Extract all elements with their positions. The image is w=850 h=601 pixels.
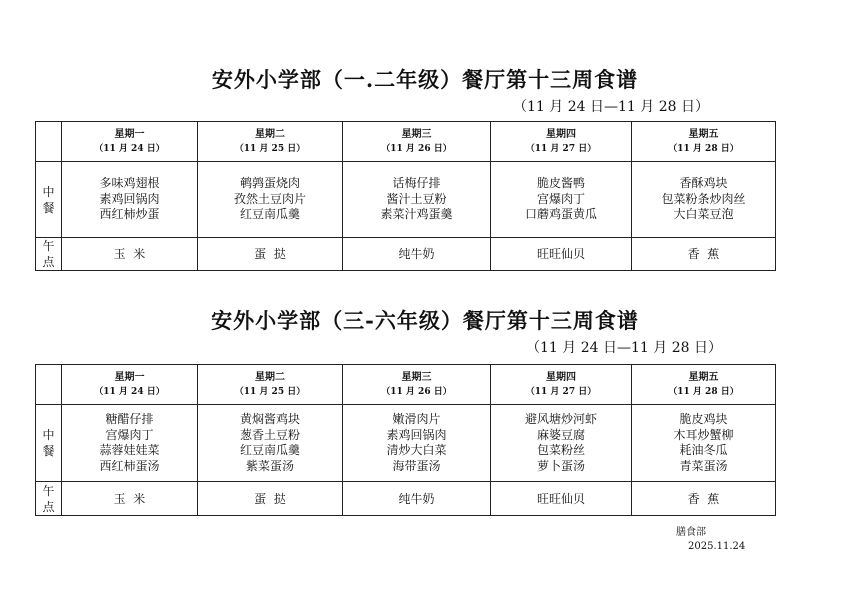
lunch-label-char: 餐 [42, 444, 55, 458]
footer-department: 膳食部 [676, 527, 706, 538]
day-header [632, 365, 776, 405]
weekday-label: 星期三 [401, 128, 432, 140]
date-label: （11 月 27 日） [525, 143, 597, 154]
dish: 紫菜蛋汤 [245, 458, 294, 473]
dish: 红豆南瓜羹 [239, 207, 300, 222]
date-label: （11 月 28 日） [668, 143, 739, 154]
snack-label-char: 午 [42, 483, 55, 498]
snack-cell: 蛋 挞 [198, 238, 343, 271]
weekday-label: 星期四 [546, 371, 576, 383]
day-header [491, 365, 632, 405]
snack-cell: 纯牛奶 [343, 238, 491, 271]
dish: 素鸡回锅肉 [386, 427, 447, 442]
day-header [632, 122, 776, 162]
lunch-cell [198, 405, 343, 482]
snack-label [36, 238, 62, 271]
lunch-cell [343, 162, 491, 238]
date-label: （11 月 24 日） [94, 143, 165, 154]
day-header [198, 122, 343, 162]
weekday-label: 星期四 [546, 128, 576, 140]
snack-row [36, 238, 776, 271]
dish: 青菜蛋汤 [679, 458, 728, 473]
lunch-row [36, 405, 776, 482]
dish: 多味鸡翅根 [99, 176, 160, 191]
lunch-cell [343, 405, 491, 482]
corner-cell [36, 365, 62, 405]
date-label: （11 月 24 日） [94, 386, 165, 397]
date-label: （11 月 28 日） [668, 386, 739, 397]
lunch-cell [62, 162, 198, 238]
corner-cell [36, 122, 62, 162]
dish: 海带蛋汤 [392, 458, 441, 473]
weekday-label: 星期三 [401, 371, 432, 383]
weekday-label: 星期二 [255, 128, 285, 140]
day-header [491, 122, 632, 162]
day-header [343, 365, 491, 405]
snack-cell: 旺旺仙贝 [491, 482, 632, 516]
date-label: （11 月 26 日） [381, 143, 452, 154]
date-label: （11 月 27 日） [525, 386, 597, 397]
snack-cell: 香 蕉 [632, 238, 776, 271]
dish: 酱汁土豆粉 [386, 191, 447, 206]
lunch-cell [491, 405, 632, 482]
dish: 大白菜豆泡 [673, 207, 734, 222]
dish: 素鸡回锅肉 [99, 191, 160, 206]
dish: 宫爆肉丁 [536, 191, 585, 206]
snack-label-char: 点 [42, 499, 55, 514]
lunch-label-char: 中 [42, 428, 55, 442]
date-label: （11 月 25 日） [234, 386, 306, 397]
dish: 鹌鹑蛋烧肉 [239, 176, 300, 191]
lunch-cell [491, 162, 632, 238]
dish: 避风塘炒河虾 [524, 412, 597, 426]
snack-label-char: 午 [42, 239, 55, 253]
dish: 麻婆豆腐 [536, 427, 585, 442]
snack-cell: 蛋 挞 [198, 482, 343, 516]
lunch-cell [632, 162, 776, 238]
menu-1-date-range: （11 月 24 日—11 月 28 日） [513, 99, 709, 115]
lunch-label [36, 162, 62, 238]
weekday-label: 星期一 [114, 371, 145, 383]
dish: 香酥鸡块 [679, 176, 728, 191]
dish: 脆皮酱鸭 [536, 176, 585, 191]
menu-1-table [35, 121, 776, 271]
dish: 清炒大白菜 [386, 443, 447, 457]
dish: 耗油冬瓜 [679, 443, 728, 457]
dish: 蒜蓉娃娃菜 [99, 443, 160, 457]
lunch-label-char: 餐 [42, 200, 55, 215]
date-label: （11 月 26 日） [381, 386, 452, 397]
dish: 西红柿蛋汤 [99, 458, 160, 473]
dish: 宫爆肉丁 [105, 427, 154, 442]
day-header [198, 365, 343, 405]
lunch-cell [198, 162, 343, 238]
snack-row [36, 482, 776, 516]
lunch-label [36, 405, 62, 482]
dish: 话梅仔排 [392, 176, 441, 191]
dish: 葱香土豆粉 [239, 427, 300, 442]
snack-cell: 香 蕉 [632, 482, 776, 516]
snack-label-char: 点 [42, 255, 55, 269]
menu-1-title: 安外小学部（一.二年级）餐厅第十三周食谱 [211, 67, 639, 92]
lunch-cell [632, 405, 776, 482]
dish: 孜然土豆肉片 [233, 191, 306, 206]
lunch-cell [62, 405, 198, 482]
dish: 包菜粉丝 [536, 443, 585, 457]
day-header [343, 122, 491, 162]
snack-cell: 纯牛奶 [343, 482, 491, 516]
lunch-label-char: 中 [42, 184, 55, 199]
dish: 红豆南瓜羹 [239, 443, 300, 457]
weekday-label: 星期一 [114, 128, 145, 140]
weekday-label: 星期二 [255, 371, 285, 383]
day-header [62, 365, 198, 405]
lunch-row [36, 162, 776, 238]
dish: 萝卜蛋汤 [536, 458, 585, 473]
menu-2-table [35, 364, 776, 516]
weekday-label: 星期五 [688, 128, 719, 140]
weekday-label: 星期五 [688, 371, 719, 383]
snack-cell: 玉 米 [62, 482, 198, 516]
header-row [36, 122, 776, 162]
footer-date: 2025.11.24 [688, 541, 746, 552]
snack-cell: 玉 米 [62, 238, 198, 271]
header-row [36, 365, 776, 405]
dish: 糖醋仔排 [105, 412, 154, 426]
dish: 西红柿炒蛋 [99, 207, 160, 222]
dish: 木耳炒蟹柳 [673, 427, 734, 442]
snack-cell: 旺旺仙贝 [491, 238, 632, 271]
snack-label [36, 482, 62, 516]
date-label: （11 月 25 日） [234, 143, 306, 154]
dish: 口蘑鸡蛋黄瓜 [524, 207, 597, 222]
day-header [62, 122, 198, 162]
menu-2-title: 安外小学部（三-六年级）餐厅第十三周食谱 [211, 308, 639, 333]
dish: 嫩滑肉片 [392, 412, 441, 426]
dish: 素菜汁鸡蛋羹 [380, 207, 453, 222]
dish: 包菜粉条炒肉丝 [661, 191, 746, 206]
dish: 黄焖酱鸡块 [239, 412, 300, 426]
dish: 脆皮鸡块 [679, 412, 728, 426]
menu-2-date-range: （11 月 24 日—11 月 28 日） [526, 340, 722, 356]
